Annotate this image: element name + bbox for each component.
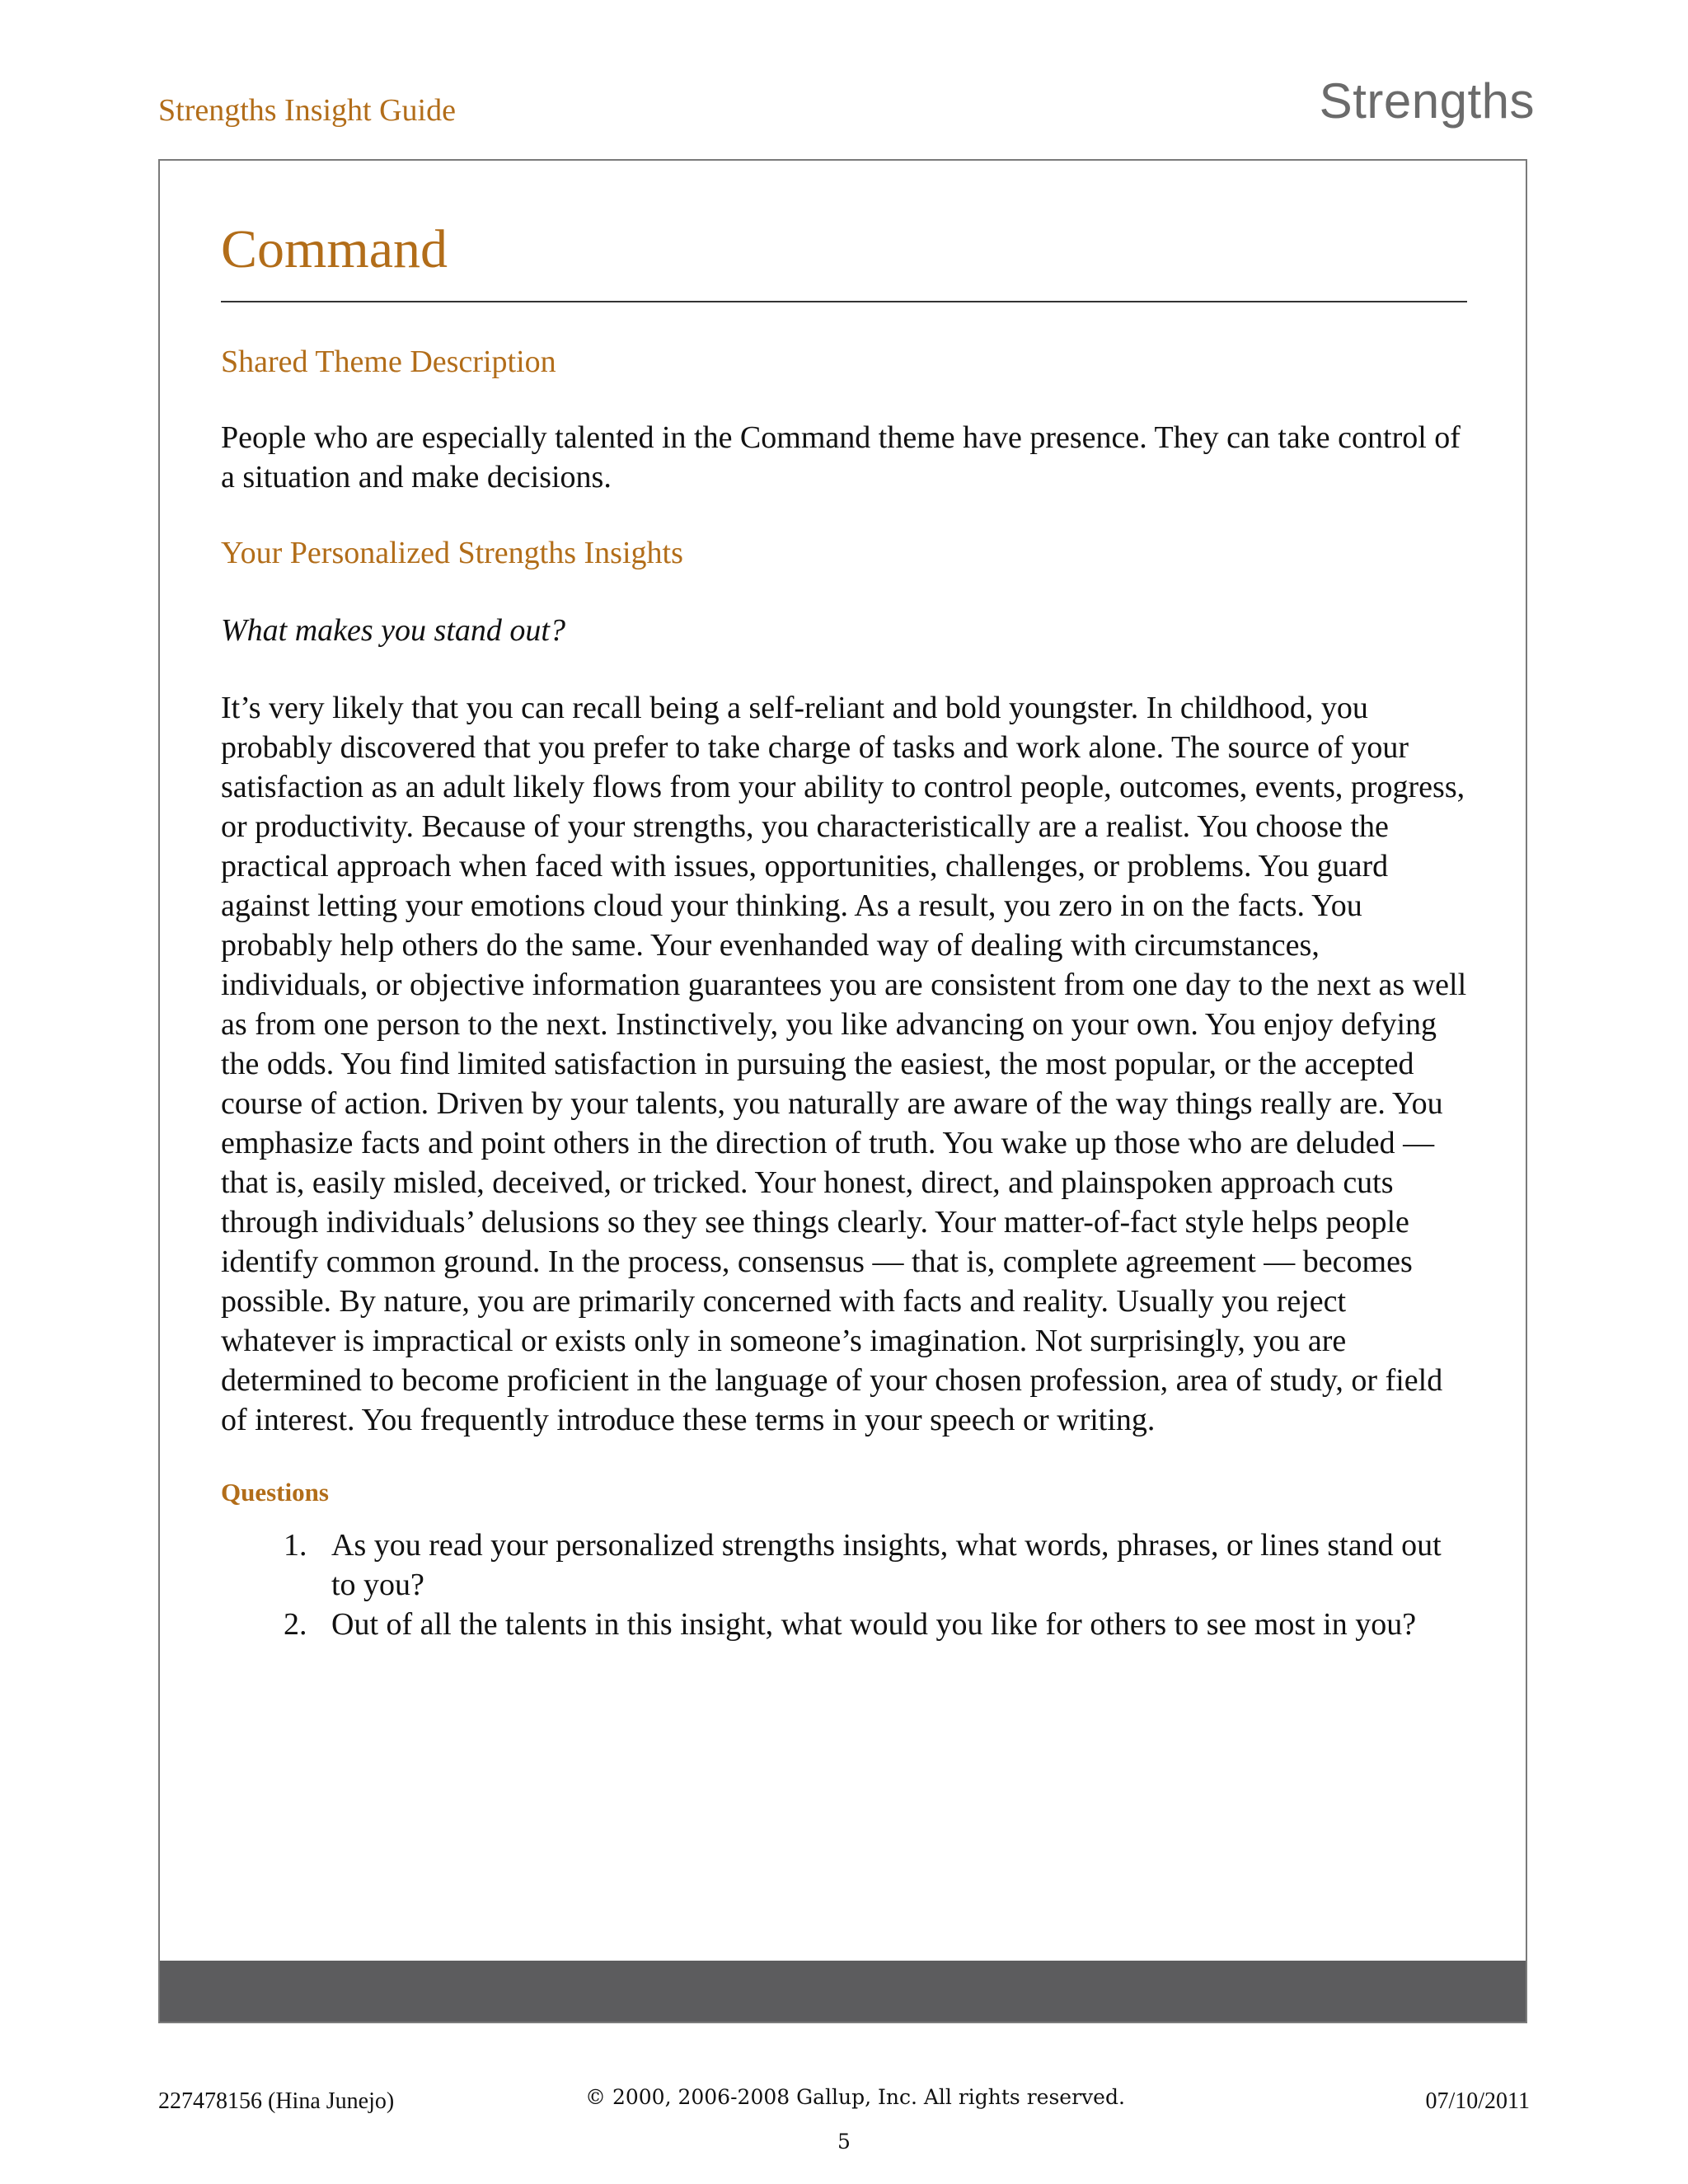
footer-date: 07/10/2011 bbox=[1425, 2088, 1530, 2114]
question-item bbox=[221, 1526, 1467, 1605]
brand-logo-text: Strengths bbox=[1319, 73, 1535, 129]
footer-copyright: © 2000, 2006-2008 Gallup, Inc. All rights reserved. bbox=[585, 2085, 1125, 2109]
question-text: Out of all the talents in this insight, what would you like for others to see most in you? bbox=[331, 1607, 1417, 1642]
question-number: 2. bbox=[284, 1607, 307, 1642]
page-number: 5 bbox=[837, 2130, 851, 2154]
shared-theme-heading: Shared Theme Description bbox=[221, 344, 556, 379]
footer-user-id: 227478156 (Hina Junejo) bbox=[158, 2088, 395, 2114]
footer-bar bbox=[160, 1961, 1526, 2022]
question-number: 1. bbox=[284, 1528, 307, 1563]
question-text: As you read your personalized strengths insights, what words, phrases, or lines stand out to you? bbox=[331, 1528, 1442, 1602]
personalized-insight-text: It’s very likely that you can recall being a self-reliant and bold youngster. In childhood, you probably discovered that you prefer to take charge of tasks and work alone. The source of your satisfaction as an adult likely flows from your ability to control people, outcomes, events, progress, or productivity. Because of your strengths, you characteristically are a realist. You choose the practical approach when faced with issues, opportunities, challenges, or problems. You guard against letting your emotions cloud your thinking. As a result, you zero in on the facts. You probably help others do the same. Your evenhanded way of dealing with circumstances, individuals, or objective information guarantees you are consistent from one day to the next as well as from one person to the next. Instinctively, you like advancing on your own. You enjoy defying the odds. You find limited satisfaction in pursuing the easiest, the most popular, or the accepted course of action. Driven by your talents, you naturally are aware of the way things really are. You emphasize facts and point others in the direction of truth. You wake up those who are deluded — that is, easily misled, deceived, or tricked. Your honest, direct, and plainspoken approach cuts through individuals’ delusions so they see things clearly. Your matter-of-fact style helps people identify common ground. In the process, consensus — that is, complete agreement — becomes possible. By nature, you are primarily concerned with facts and reality. Usually you reject whatever is impractical or exists only in someone’s imagination. Not surprisingly, you are determined to become proficient in the language of your chosen profession, area of study, or field of interest. You frequently introduce these terms in your speech or writing. bbox=[221, 691, 1467, 1437]
content-inner bbox=[221, 217, 1467, 1644]
stand-out-subheading: What makes you stand out? bbox=[221, 613, 565, 648]
question-item bbox=[221, 1605, 1467, 1644]
theme-title: Command bbox=[221, 219, 448, 279]
personalized-heading: Your Personalized Strengths Insights bbox=[221, 536, 683, 570]
shared-theme-text: People who are especially talented in the Command theme have presence. They can take control of a situation and make decisions. bbox=[221, 420, 1461, 494]
content-panel bbox=[158, 159, 1527, 2023]
questions-list bbox=[221, 1526, 1467, 1644]
questions-label: Questions bbox=[221, 1478, 329, 1507]
guide-title: Strengths Insight Guide bbox=[158, 93, 456, 128]
